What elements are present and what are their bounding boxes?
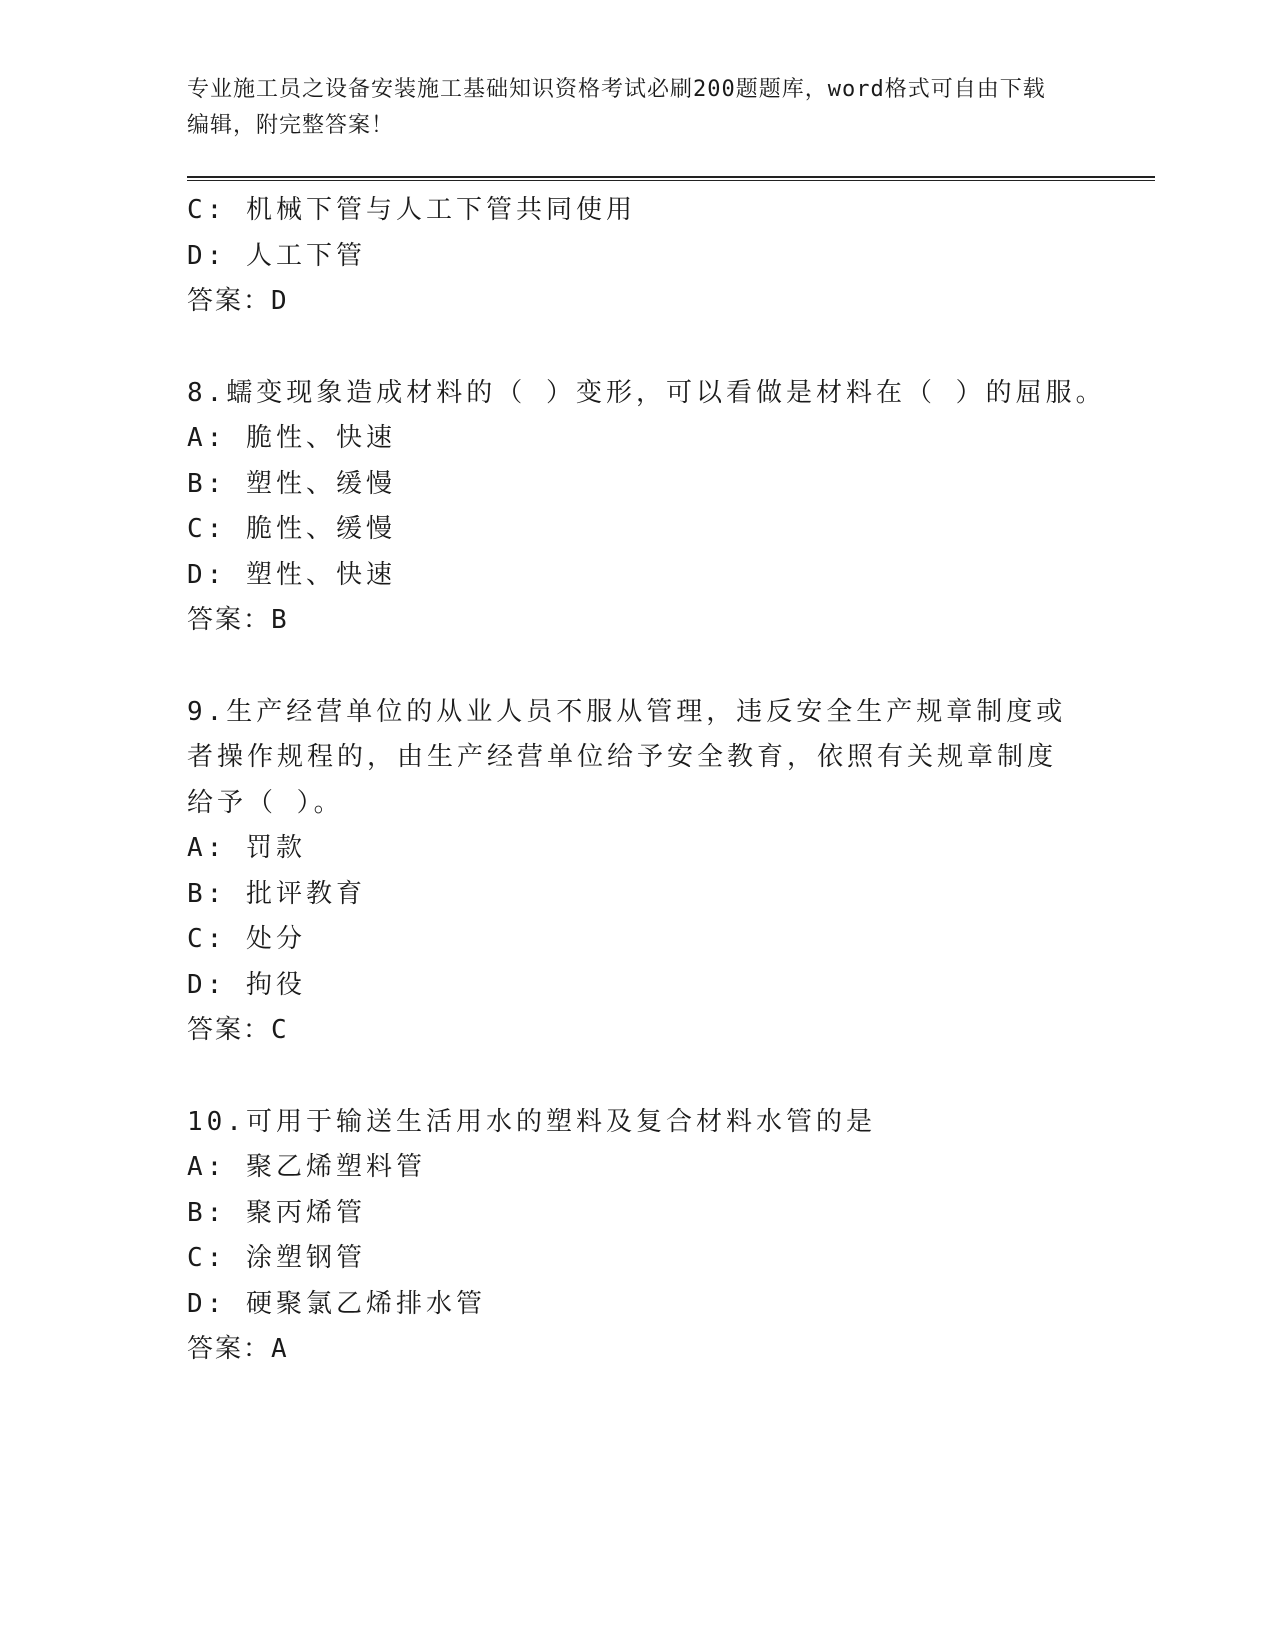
answer-line: 答案：D [187, 286, 289, 316]
answer-line: 答案：C [187, 1015, 289, 1045]
question-block-10 [187, 1100, 1067, 1373]
question-block-7 [187, 188, 1067, 325]
block-spacer [187, 644, 1067, 690]
option-c: C: 脆性、缓慢 [187, 514, 396, 544]
header-divider [187, 176, 1155, 181]
option-d: D: 硬聚氯乙烯排水管 [187, 1288, 486, 1319]
option-d: D: 拘役 [187, 969, 306, 1000]
block-spacer [187, 1054, 1067, 1100]
option-b: B: 聚丙烯管 [187, 1197, 366, 1228]
option-b: B: 批评教育 [187, 878, 366, 909]
question-stem: 9.生产经营单位的从业人员不服从管理，违反安全生产规章制度或者操作规程的，由生产经营单位给予安全教育，依照有关规章制度给予（ ）。 [187, 696, 1067, 818]
question-stem: 10.可用于输送生活用水的塑料及复合材料水管的是 [187, 1106, 876, 1137]
option-d: D: 塑性、快速 [187, 559, 396, 590]
question-block-9 [187, 690, 1067, 1054]
option-d: D: 人工下管 [187, 240, 366, 271]
option-a: A: 聚乙烯塑料管 [187, 1152, 426, 1182]
answer-line: 答案：B [187, 605, 289, 635]
option-c: C: 机械下管与人工下管共同使用 [187, 195, 636, 225]
option-c: C: 处分 [187, 924, 306, 954]
option-c: C: 涂塑钢管 [187, 1243, 366, 1273]
question-stem: 8.蠕变现象造成材料的（ ）变形，可以看做是材料在（ ）的屈服。 [187, 377, 1106, 408]
block-spacer [187, 325, 1067, 371]
option-b: B: 塑性、缓慢 [187, 468, 396, 499]
question-list [187, 188, 1106, 1373]
question-block-8 [187, 371, 1106, 644]
answer-line: 答案：A [187, 1334, 289, 1364]
option-a: A: 脆性、快速 [187, 423, 396, 453]
option-a: A: 罚款 [187, 833, 306, 863]
document-header: 专业施工员之设备安装施工基础知识资格考试必刷200题题库，word格式可自由下载编辑，附完整答案！ [187, 77, 1046, 138]
